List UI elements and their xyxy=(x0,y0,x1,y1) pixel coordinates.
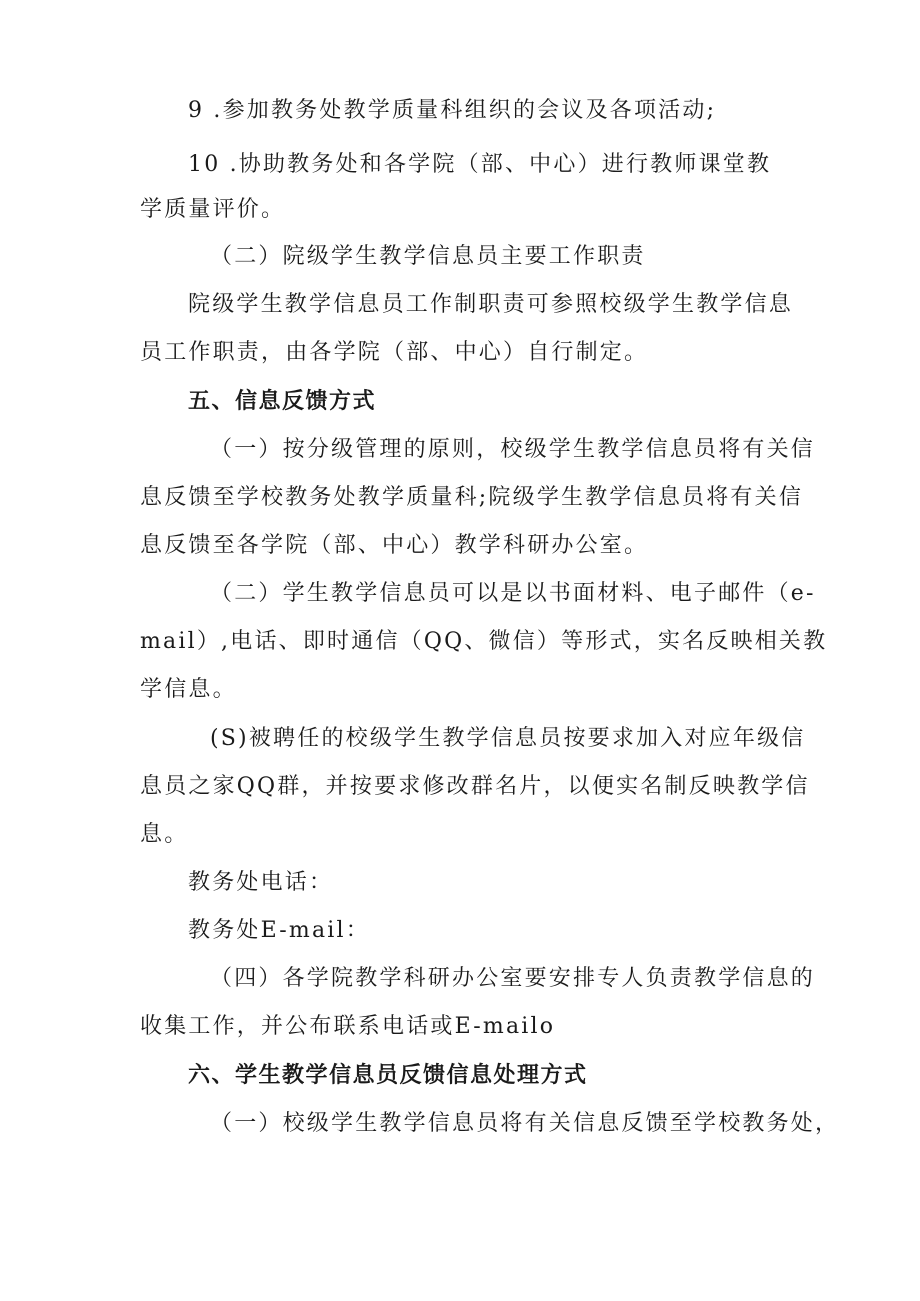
list-item-10: 10 .协助教务处和各学院（部、中心）进行教师课堂教 xyxy=(188,152,772,177)
section-heading-6: 六、学生教学信息员反馈信息处理方式 xyxy=(188,1063,588,1088)
paragraph-line: 收集工作，并公布联系电话或E-mailo xyxy=(140,1014,556,1039)
paragraph-line: 学信息。 xyxy=(140,677,237,702)
paragraph-line: 息。 xyxy=(140,822,189,847)
section-heading-5: 五、信息反馈方式 xyxy=(188,389,377,414)
paragraph-line: （一）按分级管理的原则，校级学生教学信息员将有关信 xyxy=(210,437,816,462)
paragraph-line: mail）,电话、即时通信（QQ、微信）等形式，实名反映相关教 xyxy=(140,629,828,654)
paragraph-line: （二）学生教学信息员可以是以书面材料、电子邮件（e- xyxy=(210,581,816,606)
paragraph-line: 息员之家QQ群，并按要求修改群名片，以便实名制反映教学信 xyxy=(140,774,810,799)
subsection-title: （二）院级学生教学信息员主要工作职责 xyxy=(210,244,646,269)
list-item-9: 9 .参加教务处教学质量科组织的会议及各项活动; xyxy=(188,98,717,123)
paragraph-line: 息反馈至学校教务处教学质量科;院级学生教学信息员将有关信 xyxy=(140,485,804,510)
paragraph-line: 院级学生教学信息员工作制职责可参照校级学生教学信息 xyxy=(188,292,794,317)
paragraph-line: （一）校级学生教学信息员将有关信息反馈至学校教务处， xyxy=(210,1111,840,1136)
paragraph-line: (S)被聘任的校级学生教学信息员按要求加入对应年级信 xyxy=(210,726,806,751)
contact-email-label: 教务处E-mail： xyxy=(188,918,370,943)
paragraph-line: 员工作职责，由各学院（部、中心）自行制定。 xyxy=(140,340,649,365)
paragraph-line: 息反馈至各学院（部、中心）教学科研办公室。 xyxy=(140,533,649,558)
paragraph-line: （四）各学院教学科研办公室要安排专人负责教学信息的 xyxy=(210,966,816,991)
contact-phone-label: 教务处电话： xyxy=(188,870,334,895)
paragraph-line: 学质量评价。 xyxy=(140,197,286,222)
